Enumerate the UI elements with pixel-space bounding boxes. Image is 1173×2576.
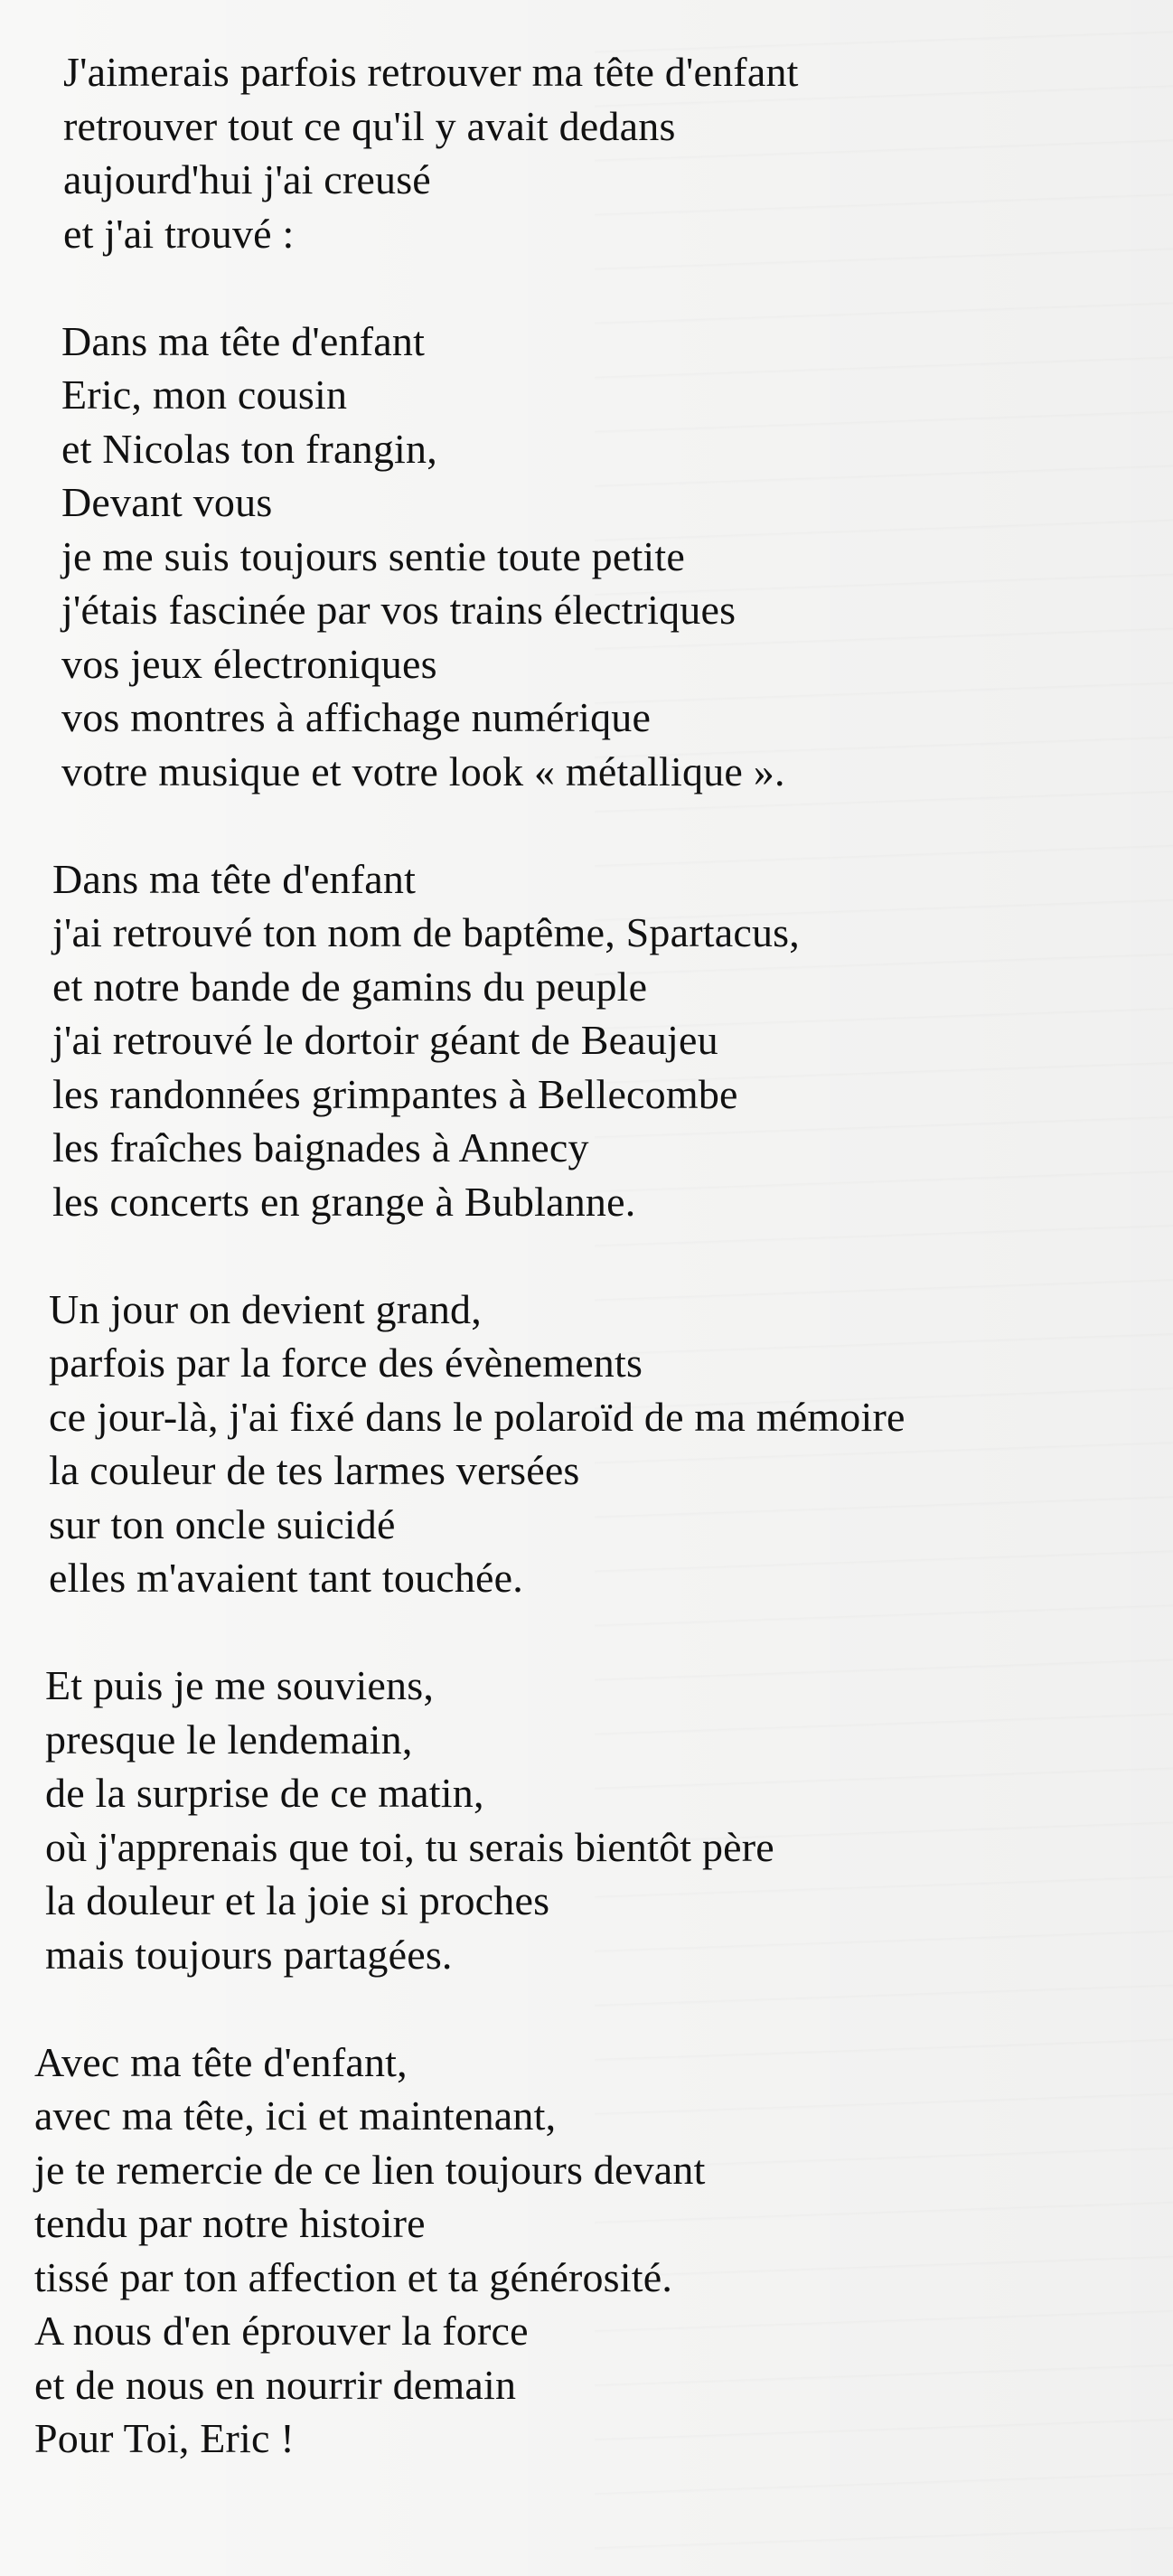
- poem-line: parfois par la force des évènements: [49, 1340, 643, 1386]
- poem-line: et Nicolas ton frangin,: [61, 425, 437, 472]
- poem-line: et notre bande de gamins du peuple: [52, 963, 648, 1010]
- poem-line: Avec ma tête d'enfant,: [34, 2038, 408, 2085]
- poem-line: J'aimerais parfois retrouver ma tête d'enfant: [63, 49, 799, 95]
- poem-line: et de nous en nourrir demain: [34, 2361, 517, 2408]
- poem-line: elles m'avaient tant touchée.: [49, 1555, 523, 1601]
- stanza-1: [27, 45, 1139, 260]
- poem-line: je me suis toujours sentie toute petite: [61, 532, 686, 579]
- poem-line: A nous d'en éprouver la force: [34, 2308, 529, 2354]
- poem-line: Dans ma tête d'enfant: [61, 317, 426, 364]
- poem-line: Dans ma tête d'enfant: [52, 855, 417, 902]
- poem-line: votre musique et votre look « métallique ».: [61, 747, 785, 794]
- poem-line: la douleur et la joie si proches: [45, 1877, 550, 1923]
- stanza-2: [27, 315, 1139, 799]
- poem-line: j'ai retrouvé ton nom de baptême, Spartacus,: [52, 909, 800, 955]
- poem-line: et j'ai trouvé :: [63, 210, 295, 257]
- poem-line: j'étais fascinée par vos trains électriques: [61, 587, 737, 633]
- poem-line: ce jour-là, j'ai fixé dans le polaroïd de ma mémoire: [49, 1393, 906, 1440]
- poem-line: Eric, mon cousin: [61, 371, 348, 418]
- poem-line: retrouver tout ce qu'il y avait dedans: [63, 102, 676, 149]
- poem-line: Devant vous: [61, 479, 273, 525]
- poem-line: Et puis je me souviens,: [45, 1662, 435, 1708]
- poem-line: où j'apprenais que toi, tu serais bientôt père: [45, 1823, 774, 1870]
- stanza-3: [27, 852, 1139, 1229]
- poem-line: tissé par ton affection et ta générosité.: [34, 2253, 673, 2300]
- poem-line: les randonnées grimpantes à Bellecombe: [52, 1070, 738, 1117]
- poem-line: les fraîches baignades à Annecy: [52, 1124, 589, 1170]
- stanza-6: [27, 2035, 1139, 2466]
- poem-line: Un jour on devient grand,: [49, 1285, 482, 1332]
- poem-line: Pour Toi, Eric !: [34, 2415, 295, 2461]
- poem-line: de la surprise de ce matin,: [45, 1770, 484, 1816]
- poem-line: mais toujours partagées.: [45, 1931, 453, 1978]
- stanza-5: [27, 1659, 1139, 1981]
- poem-line: la couleur de tes larmes versées: [49, 1447, 580, 1493]
- poem-line: les concerts en grange à Bublanne.: [52, 1178, 636, 1225]
- poem-line: j'ai retrouvé le dortoir géant de Beaujeu: [52, 1017, 718, 1063]
- poem-line: sur ton oncle suicidé: [49, 1500, 396, 1547]
- poem-line: tendu par notre histoire: [34, 2200, 426, 2246]
- poem-line: presque le lendemain,: [45, 1716, 413, 1763]
- poem-line: aujourd'hui j'ai creusé: [63, 156, 431, 202]
- poem: [27, 45, 1139, 2519]
- stanza-4: [27, 1283, 1139, 1605]
- poem-line: avec ma tête, ici et maintenant,: [34, 2092, 557, 2139]
- poem-line: je te remercie de ce lien toujours devant: [34, 2146, 706, 2193]
- poem-line: vos jeux électroniques: [61, 640, 437, 687]
- poem-line: vos montres à affichage numérique: [61, 694, 652, 740]
